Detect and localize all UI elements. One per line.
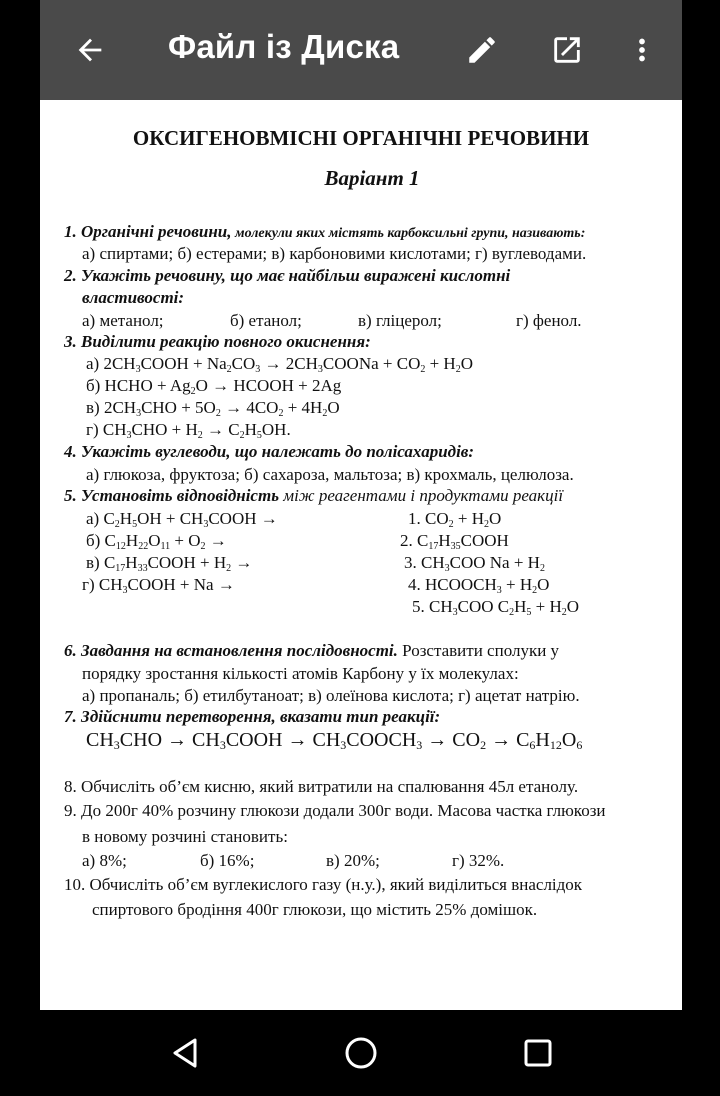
question-6-line2: порядку зростання кількості атомів Карбону у їх молекулах:: [82, 664, 519, 683]
question-1-tail: молекули яких містять карбоксильні групи, називають:: [231, 226, 586, 241]
question-9-option-b: б) 16%;: [200, 851, 255, 870]
question-3-option-a: а) $2CH_3COOH + Na_2CO_3$ → $2CH_3COONa + CO_2 + H_2O$: [86, 354, 473, 375]
question-2-option-a: а) метанол;: [82, 311, 164, 330]
more-options-button[interactable]: [618, 26, 666, 74]
question-5-head-rest: між реагентами і продуктами реакції: [278, 486, 564, 505]
question-5-product-3: 3. $CH_3COO$ $Na + H_2$: [404, 553, 545, 574]
question-3-option-b: б) HCHO + $Ag_2O$ → HCOOH + 2Ag: [86, 376, 342, 397]
question-7-head: 7. Здійснити перетворення, вказати тип реакції:: [64, 707, 441, 726]
question-5-product-1: 1. $CO_2 + H_2O$: [408, 509, 502, 530]
question-9-line2: в новому розчині становить:: [82, 827, 288, 846]
question-5-reagent-b: б) $C_{12}H_{22}O_{11} + O_2$ →: [86, 531, 227, 552]
question-3-head: 3. Виділити реакцію повного окиснення:: [64, 332, 371, 351]
question-2-line2: властивості:: [82, 288, 185, 307]
back-button[interactable]: [66, 26, 114, 74]
question-10-line2: спиртового бродіння 400г глюкози, що містить 25% домішок.: [92, 900, 538, 919]
question-6-rest: Розставити сполуки у: [397, 641, 560, 660]
question-9-option-d: г) 32%.: [452, 851, 505, 870]
question-5-product-2: 2. $C_{17}H_{35}COOH$: [400, 531, 509, 552]
question-5-reagent-d: г) $CH_3COOH + Na$ →: [82, 575, 235, 596]
question-1-head: Органічні речовини,: [81, 222, 232, 241]
question-6-answers: а) пропаналь; б) етилбутаноат; в) олеїнова кислота; г) ацетат натрію.: [82, 686, 580, 705]
question-5-head: [64, 486, 563, 506]
question-3-option-c: в) $2CH_3CHO + 5O_2 \to 4CO_2 + 4H_2O$: [86, 398, 340, 419]
nav-home-circle-icon: [343, 1035, 379, 1071]
question-1-number: 1.: [64, 222, 81, 241]
document-page[interactable]: [40, 100, 682, 1010]
question-10-line1: 10. Обчисліть об’єм вуглекислого газу (н.у.), який виділиться внаслідок: [64, 875, 583, 894]
toolbar-title: Файл із Диска: [168, 28, 400, 65]
edit-button[interactable]: [458, 26, 506, 74]
more-vert-icon: [625, 33, 659, 67]
question-8: 8. Обчисліть об’єм кисню, який витратили на спалювання 45л етанолу.: [64, 777, 579, 796]
question-6-head: 6. Завдання на встановлення послідовності.: [64, 641, 398, 660]
document-variant: Варіант 1: [324, 166, 420, 190]
question-3-option-d: г) $CH_3CHO + H_2 \to C_2H_5OH$.: [86, 420, 291, 441]
question-5-product-5: 5. $CH_3COO$ $C_2H_5 + H_2O$: [412, 597, 580, 618]
question-2-option-c: в) гліцерол;: [358, 311, 442, 330]
document-title: ОКСИГЕНОВМІСНІ ОРГАНІЧНІ РЕЧОВИНИ: [132, 126, 590, 150]
nav-recents-square-icon: [520, 1035, 556, 1071]
nav-back-triangle-icon: [167, 1035, 203, 1071]
open-in-new-icon: [550, 33, 584, 67]
question-1-answers: а) спиртами; б) естерами; в) карбоновими кислотами; г) вуглеводами.: [82, 244, 587, 263]
question-2-line1: 2. Укажіть речовину, що має найбільш виражені кислотні: [64, 266, 511, 285]
question-1: [64, 222, 585, 244]
question-5-reagent-a: а) $C_2H_5OH$ + $CH_3COOH$ →: [86, 509, 278, 530]
system-navigation-bar: [0, 1010, 720, 1096]
question-7-chain: $CH_3CHO$ → $CH_3COOH$ → $CH_3COOCH_3 \to CO_2 \to C_6H_{12}O_6$: [86, 729, 583, 752]
open-external-button[interactable]: [543, 26, 591, 74]
question-2-option-d: г) фенол.: [516, 311, 582, 330]
question-4-head: 4. Укажіть вуглеводи, що належать до полісахаридів:: [64, 442, 475, 461]
pencil-icon: [465, 33, 499, 67]
question-9-line1: 9. До 200г 40% розчину глюкози додали 300г води. Масова частка глюкози: [64, 801, 606, 820]
question-2-option-b: б) етанол;: [230, 311, 302, 330]
app-toolbar: [40, 0, 682, 100]
question-5-reagent-c: в) $C_{17}H_{33}COOH + H_2$ →: [86, 553, 253, 574]
question-5-product-4: 4. $HCOOCH_3 + H_2O$: [408, 575, 550, 596]
nav-recents-button[interactable]: [515, 1030, 561, 1076]
question-5-head-bold: 5. Установіть відповідність: [64, 486, 279, 505]
question-4-answers: а) глюкоза, фруктоза; б) сахароза, мальтоза; в) крохмаль, целюлоза.: [86, 465, 574, 484]
question-9-option-c: в) 20%;: [326, 851, 380, 870]
question-6-line1: [64, 641, 559, 661]
question-9-option-a: а) 8%;: [82, 851, 127, 870]
arrow-back-icon: [73, 33, 107, 67]
nav-back-button[interactable]: [162, 1030, 208, 1076]
nav-home-button[interactable]: [338, 1030, 384, 1076]
